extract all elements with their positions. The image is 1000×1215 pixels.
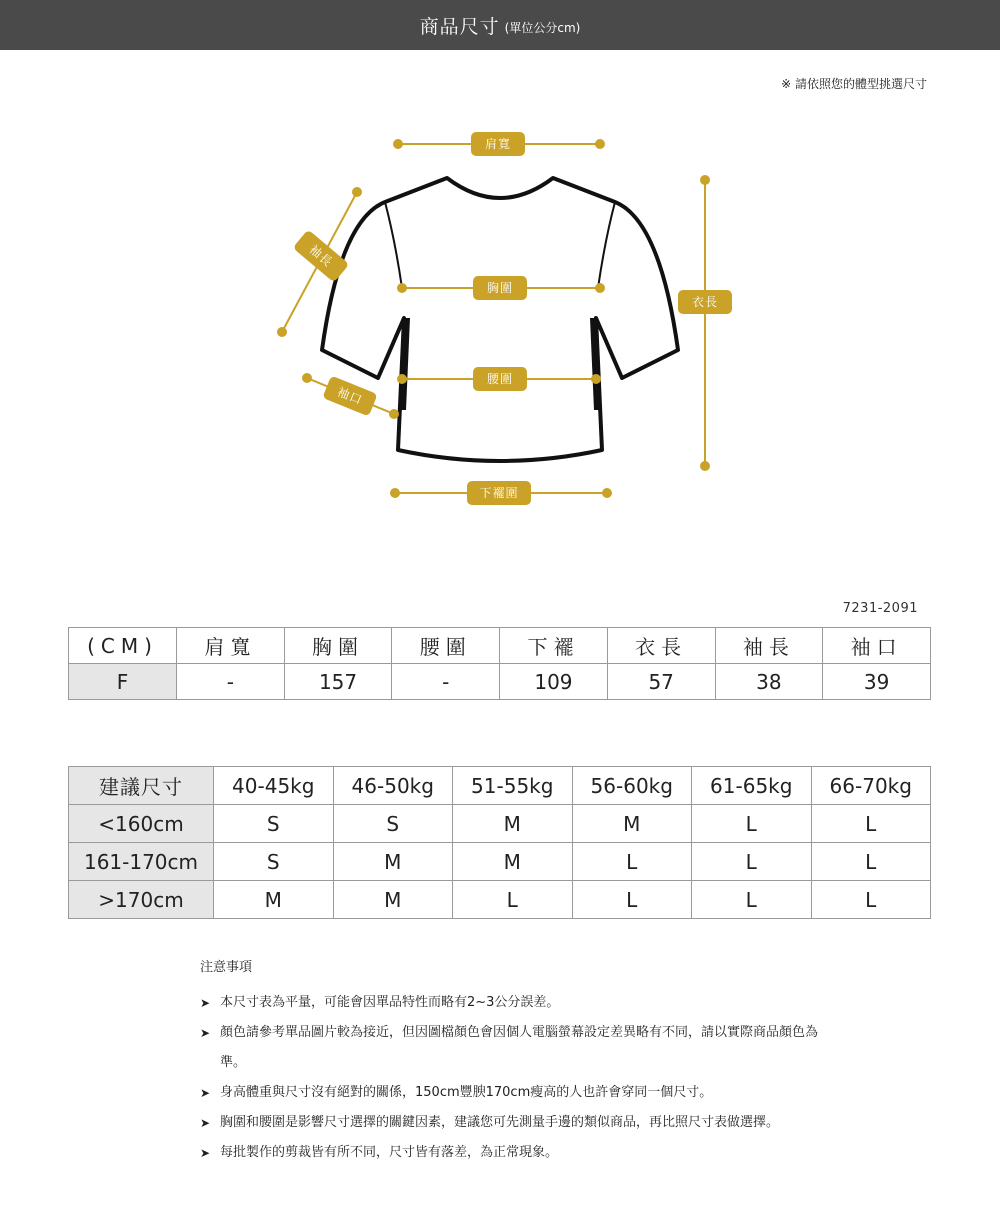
list-item bbox=[200, 1018, 820, 1078]
size-hint: ※ 請依照您的體型挑選尺寸 bbox=[781, 77, 927, 91]
length-tag: 衣長 bbox=[678, 290, 732, 314]
recommend-table-header-cell: 56-60kg bbox=[572, 767, 692, 805]
recommend-table-cell: L bbox=[572, 881, 692, 919]
list-item bbox=[200, 1078, 820, 1108]
size-table-cell: 109 bbox=[500, 664, 608, 700]
recommend-table-cell: L bbox=[692, 843, 812, 881]
sleeve-length-tag: 袖長 bbox=[293, 229, 350, 282]
size-table-header-cell: 衣長 bbox=[607, 628, 715, 664]
size-table-header-cell: 袖口 bbox=[823, 628, 931, 664]
arrow-bullet-icon: ➤ bbox=[200, 1086, 211, 1100]
recommend-table-cell: S bbox=[214, 843, 334, 881]
recommend-table bbox=[68, 766, 931, 919]
recommend-table-cell: M bbox=[453, 805, 573, 843]
recommend-table-header-cell: 66-70kg bbox=[811, 767, 931, 805]
table-row bbox=[69, 881, 931, 919]
recommend-table-cell: L bbox=[692, 881, 812, 919]
note-text: 每批製作的剪裁皆有所不同，尺寸皆有落差，為正常現象。 bbox=[220, 1145, 559, 1160]
recommend-table-cell: S bbox=[333, 805, 453, 843]
notes-section bbox=[200, 958, 820, 1168]
recommend-table-cell: <160cm bbox=[69, 805, 214, 843]
table-row bbox=[69, 805, 931, 843]
recommend-table-cell: L bbox=[453, 881, 573, 919]
size-table-header-cell: 袖長 bbox=[715, 628, 823, 664]
recommend-table-cell: M bbox=[333, 881, 453, 919]
waist-tag: 腰圍 bbox=[473, 367, 527, 391]
recommend-table-header-cell: 建議尺寸 bbox=[69, 767, 214, 805]
garment-diagram bbox=[0, 110, 1000, 530]
recommend-table-cell: L bbox=[572, 843, 692, 881]
recommend-table-header-cell: 51-55kg bbox=[453, 767, 573, 805]
notes-title: 注意事項 bbox=[200, 960, 253, 975]
arrow-bullet-icon: ➤ bbox=[200, 1146, 211, 1160]
hem-tag: 下襬圍 bbox=[467, 481, 531, 505]
list-item bbox=[200, 988, 820, 1018]
size-table-cell: 57 bbox=[607, 664, 715, 700]
size-table-header-cell: 腰圍 bbox=[392, 628, 500, 664]
recommend-table-cell: M bbox=[214, 881, 334, 919]
note-text: 胸圍和腰圍是影響尺寸選擇的關鍵因素，建議您可先測量手邊的類似商品，再比照尺寸表做選擇。 bbox=[220, 1115, 780, 1130]
recommend-table-cell: L bbox=[811, 805, 931, 843]
recommend-table-cell: >170cm bbox=[69, 881, 214, 919]
header-bar bbox=[0, 0, 1000, 50]
recommend-table-cell: M bbox=[572, 805, 692, 843]
note-text: 本尺寸表為平量，可能會因單品特性而略有2~3公分誤差。 bbox=[220, 995, 560, 1010]
table-row bbox=[69, 664, 931, 700]
size-table-cell: - bbox=[177, 664, 285, 700]
recommend-table-header-cell: 46-50kg bbox=[333, 767, 453, 805]
size-table-header-cell: 肩寬 bbox=[177, 628, 285, 664]
arrow-bullet-icon: ➤ bbox=[200, 1116, 211, 1130]
size-table-header-cell: 下襬 bbox=[500, 628, 608, 664]
page-title: 商品尺寸 bbox=[419, 15, 500, 38]
product-code: 7231-2091 bbox=[842, 601, 918, 616]
size-table-cell: - bbox=[392, 664, 500, 700]
list-item bbox=[200, 1138, 820, 1168]
size-table-header-cell: 胸圍 bbox=[284, 628, 392, 664]
size-table-cell: 38 bbox=[715, 664, 823, 700]
table-row bbox=[69, 843, 931, 881]
recommend-table-cell: L bbox=[811, 843, 931, 881]
cuff-tag: 袖口 bbox=[322, 376, 377, 417]
note-text: 身高體重與尺寸沒有絕對的關係，150cm豐腴170cm瘦高的人也許會穿同一個尺寸。 bbox=[220, 1085, 713, 1100]
size-table-header-row bbox=[69, 628, 931, 664]
note-text: 顏色請參考單品圖片較為接近，但因圖檔顏色會因個人電腦螢幕設定差異略有不同，請以實際商品顏色為準。 bbox=[220, 1025, 819, 1070]
shoulder-tag: 肩寬 bbox=[471, 132, 525, 156]
recommend-table-cell: M bbox=[333, 843, 453, 881]
recommend-table-header-row bbox=[69, 767, 931, 805]
size-table-cell: 39 bbox=[823, 664, 931, 700]
recommend-table-cell: L bbox=[811, 881, 931, 919]
size-table-header-cell: (CM) bbox=[69, 628, 177, 664]
arrow-bullet-icon: ➤ bbox=[200, 1026, 211, 1040]
size-table bbox=[68, 627, 931, 700]
recommend-table-header-cell: 61-65kg bbox=[692, 767, 812, 805]
recommend-table-cell: M bbox=[453, 843, 573, 881]
recommend-table-cell: L bbox=[692, 805, 812, 843]
recommend-table-cell: S bbox=[214, 805, 334, 843]
recommend-table-cell: 161-170cm bbox=[69, 843, 214, 881]
unit-label: (單位公分cm) bbox=[504, 20, 581, 35]
size-table-cell: 157 bbox=[284, 664, 392, 700]
arrow-bullet-icon: ➤ bbox=[200, 996, 211, 1010]
size-table-cell: F bbox=[69, 664, 177, 700]
list-item bbox=[200, 1108, 820, 1138]
chest-tag: 胸圍 bbox=[473, 276, 527, 300]
garment-outline bbox=[0, 110, 1000, 530]
recommend-table-header-cell: 40-45kg bbox=[214, 767, 334, 805]
